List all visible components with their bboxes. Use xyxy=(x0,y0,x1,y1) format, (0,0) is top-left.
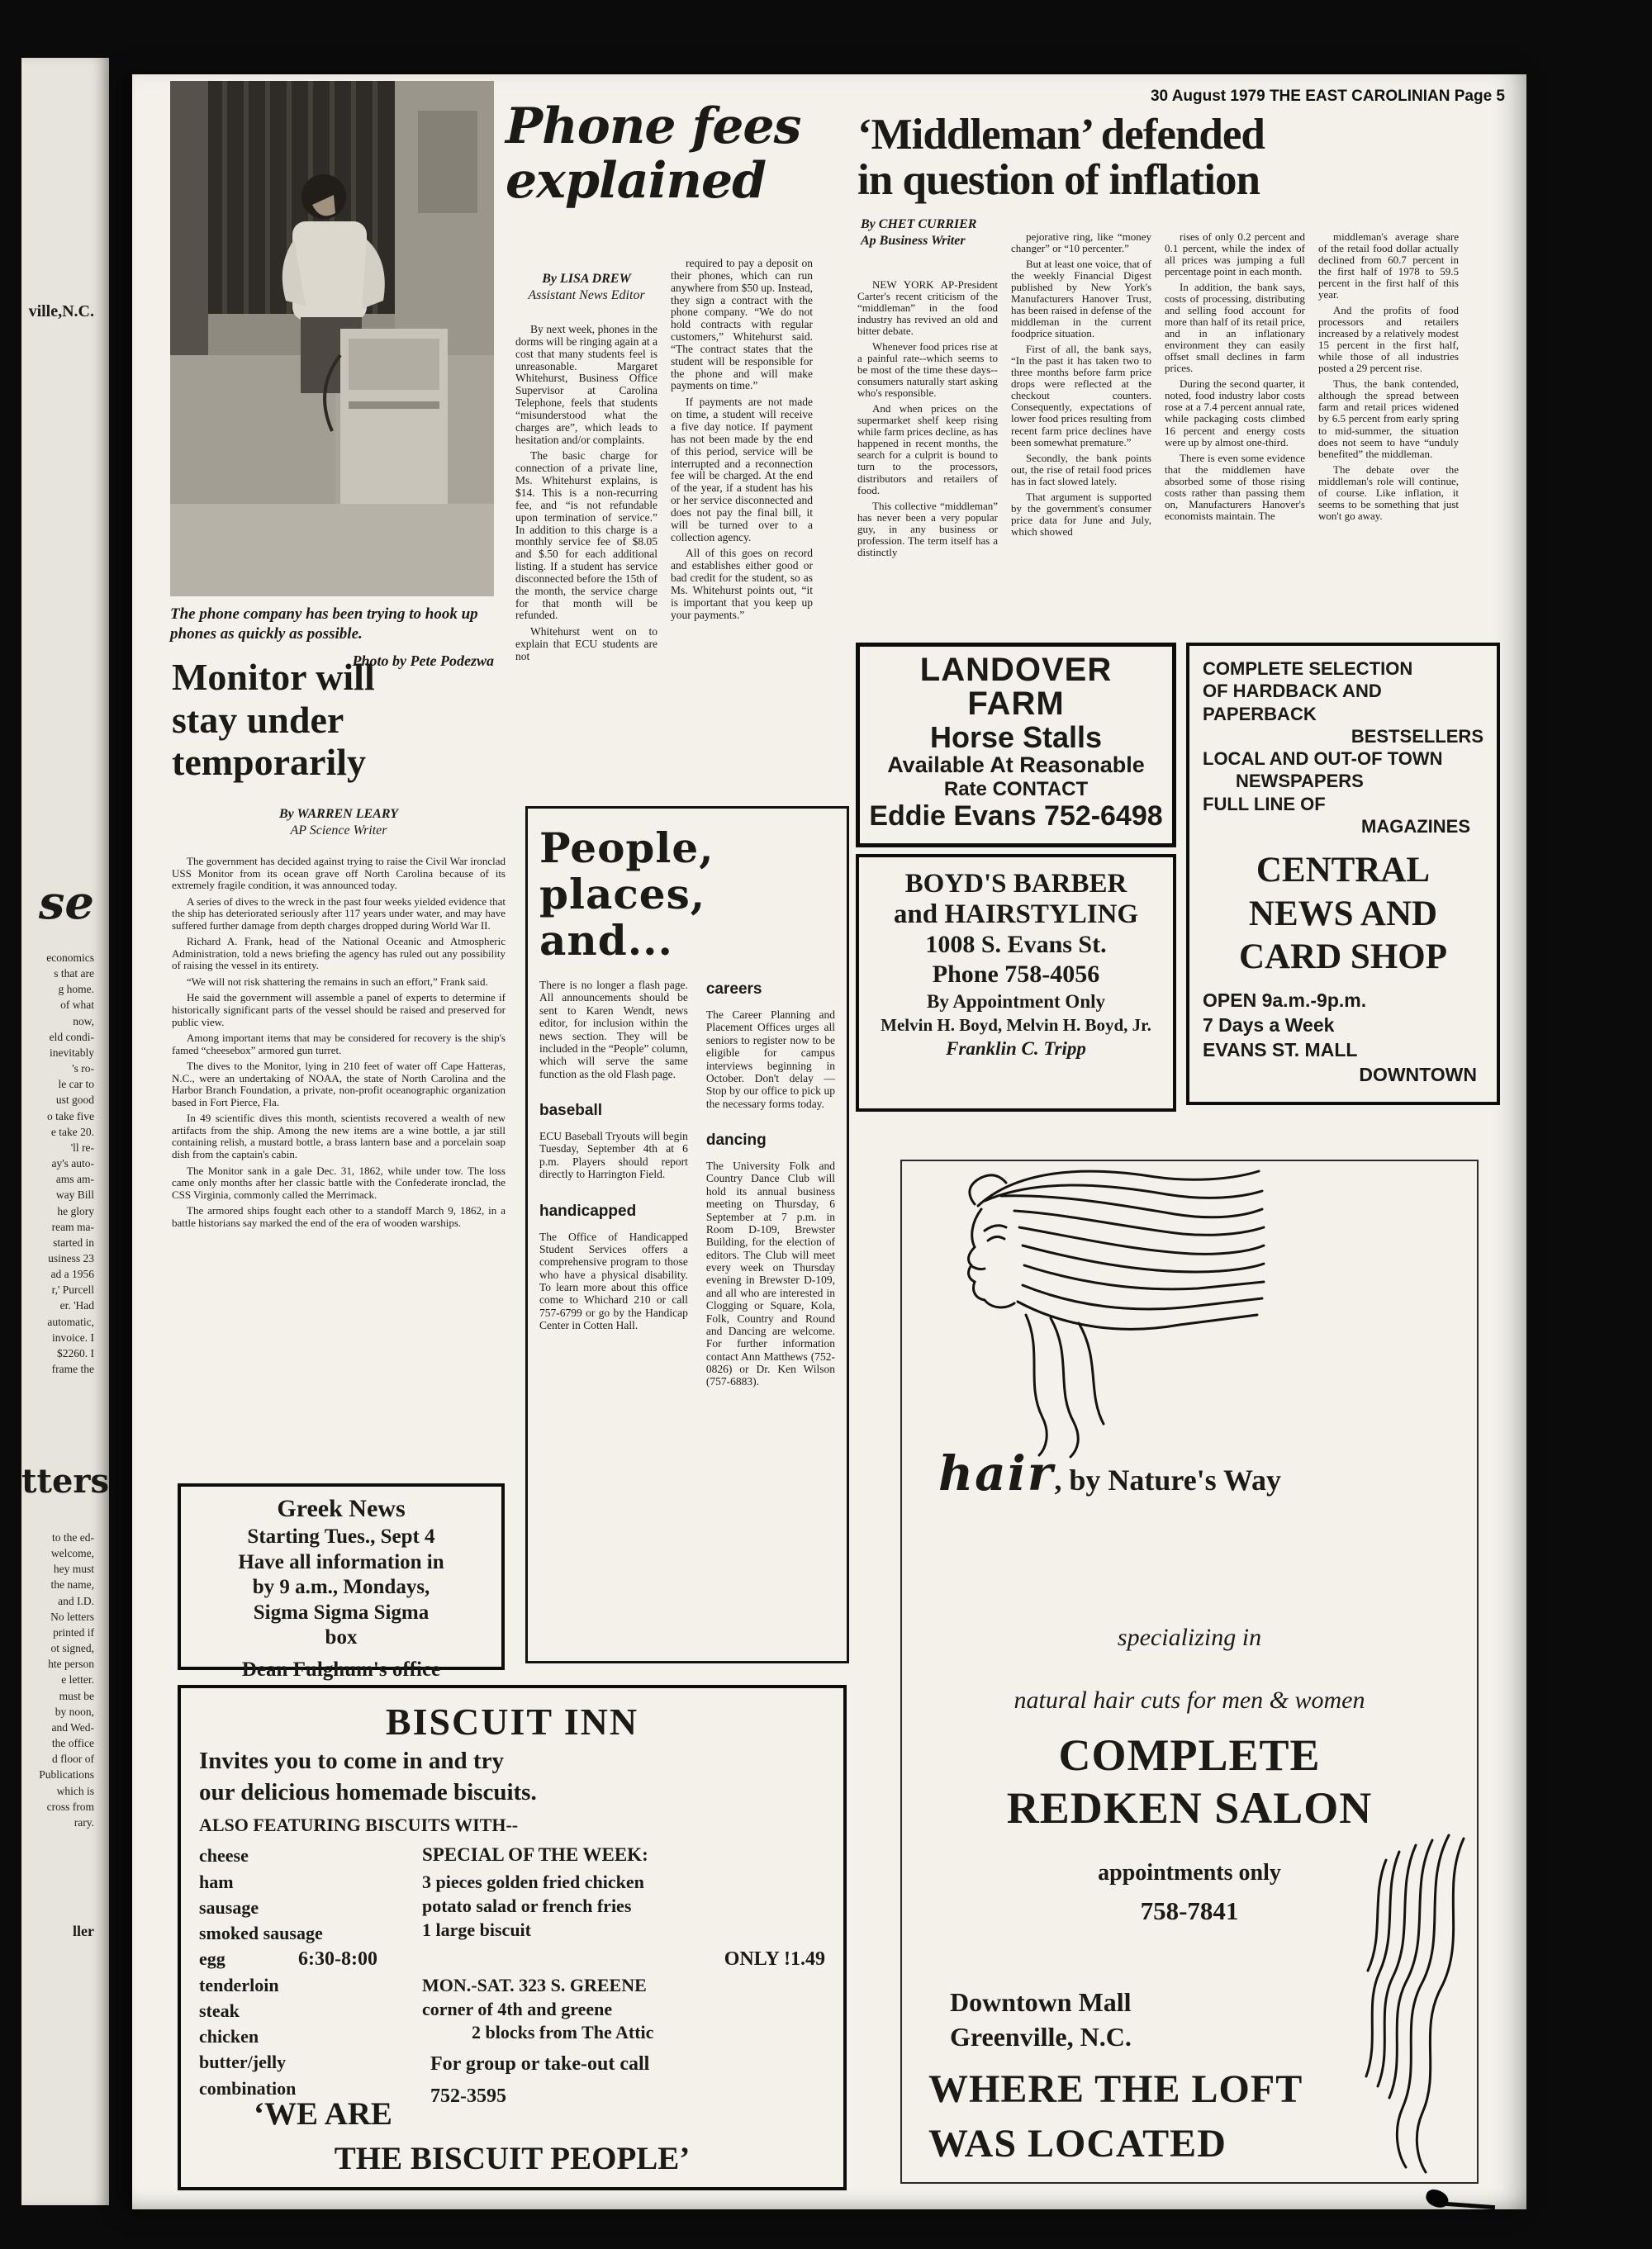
text-line: ad a 1956 xyxy=(50,1268,94,1281)
headline-line: People, xyxy=(539,823,714,872)
ad-line: Melvin H. Boyd, Melvin H. Boyd, Jr. xyxy=(881,1014,1151,1035)
ad-name-line: CARD SHOP xyxy=(1238,937,1448,977)
text-line: er. 'Had xyxy=(59,1299,94,1312)
biscuit-slogan-2: THE BISCUIT PEOPLE’ xyxy=(334,2141,691,2176)
ad-line: FARM xyxy=(967,685,1065,722)
paragraph: The Monitor sank in a gale Dec. 31, 1862, while under tow. The loss came only months after her classic battle with the Confederate ironclad, the CSS Virginia, commonly called the Merrimack. xyxy=(172,1164,506,1201)
headline-line: ‘Middleman’ defended xyxy=(857,111,1265,159)
biscuit-special-block xyxy=(298,1843,825,2109)
paragraph: By next week, phones in the dorms will be ringing again at a cost that many students feel is unreasonable. Margaret Whitehurst, Business Office Supervisor at Carolina Telephone, feels that students “misunderstood what the charges are”, which leads to hesitation and/or complaints. xyxy=(515,323,657,446)
phone-fees-byline xyxy=(515,271,657,304)
biscuit-inn-ad xyxy=(178,1685,847,2190)
byline-role: AP Science Writer xyxy=(290,823,387,837)
text-line: 1 large biscuit xyxy=(422,1919,531,1940)
paragraph: The armored ships fought each other to a standoff March 9, 1862, in a battle historians say marked the end of the era of wooden warships. xyxy=(172,1204,506,1229)
hours-price-row xyxy=(298,1947,825,1972)
biscuit-tagline-1: Invites you to come in and try xyxy=(199,1748,504,1774)
text-line: smoked sausage xyxy=(199,1923,323,1944)
text-line: ust good xyxy=(55,1094,94,1107)
paragraph: The government has decided against trying to raise the Civil War ironclad USS Monitor from its ocean grave off North Carolina because of its extremely fragile condition, it was announced today. xyxy=(172,855,506,892)
paragraph: Thus, the bank contended, although the spread between farm and retail prices widened by 6.5 percent from early spring to mid-summer, the situation does not seem to have “unduly benefited” the middleman. xyxy=(1318,377,1459,460)
ad-name-line: NEWS AND xyxy=(1248,894,1438,933)
text-line: ams am- xyxy=(55,1173,94,1186)
text-line: LOCAL AND OUT-OF TOWN xyxy=(1203,748,1443,770)
text-line: now, xyxy=(73,1014,94,1027)
text-line: of what xyxy=(60,999,94,1012)
paragraph: He said the government will assemble a panel of experts to determine if historically significant parts of the vessel should be raised and preserved for public view. xyxy=(172,991,506,1028)
paragraph: Whenever food prices rise at a painful rate--which seems to be most of the time these days--consumers naturally start asking who's responsible. xyxy=(857,340,998,400)
people-intro: There is no longer a flash page. All announcements should be sent to Karen Wendt, news editor, for inclusion within the news section. They will be included in the “People” column, which will serve the same function as the old Flash page. xyxy=(539,979,688,1080)
text-line: OPEN 9a.m.-9p.m. xyxy=(1203,989,1367,1012)
paragraph: NEW YORK AP-President Carter's recent criticism of the “middleman” in the food industry has revived an old and bitter debate. xyxy=(857,278,998,338)
ad-line: and HAIRSTYLING xyxy=(893,899,1139,929)
phone-fees-headline xyxy=(506,99,836,208)
text-line: frame the xyxy=(51,1363,94,1376)
paragraph: The basic charge for connection of a private line, Ms. Whitehurst explains, is $14. This is a non-recurring fee, and “is not refundable upon termination of service.” In addition to this charge is a monthly service fee of $8.05 and $.50 for each additional listing. If a student has service disconnected before the 15th of the month, the service charge for that month will be refunded. xyxy=(515,449,657,622)
text-line: Sigma Sigma Sigma xyxy=(253,1601,430,1624)
hair-appointments-line: appointments only xyxy=(1098,1860,1281,1886)
folio-line: 30 August 1979 THE EAST CAROLINIAN Page 5 xyxy=(1150,88,1505,105)
text-line: by noon, xyxy=(55,1705,94,1718)
headline-line: in question of inflation xyxy=(857,156,1260,205)
byline-name: By CHET CURRIER xyxy=(861,217,977,231)
subhead-handicapped: handicapped xyxy=(539,1202,637,1220)
photo-illustration xyxy=(170,81,494,596)
text-line: egg xyxy=(199,1948,225,1970)
headline-line: Monitor will xyxy=(172,656,375,698)
edge-fragment-dateline: ville,N.C. xyxy=(28,302,94,320)
ad-line: LANDOVER xyxy=(919,652,1113,688)
greek-news-title: Greek News xyxy=(277,1495,406,1522)
paragraph: This collective “middleman” has never been a very popular guy, in any business or profession. The term itself has a distinctly xyxy=(857,499,998,558)
careers-text: The Career Planning and Placement Offices urges all seniors to register now to be eligible for campus interviews beginning in October. Don't delay — Stop by our office to pick up the necessary forms today. xyxy=(705,1008,835,1110)
central-news-bottom-lines xyxy=(1203,989,1483,1088)
paragraph: Richard A. Frank, head of the National Oceanic and Atmospheric Administration, told a news briefing the agency has ruled out any possibility of raising the vessel in its entirety. xyxy=(172,935,506,972)
text-line: EVANS ST. MALL xyxy=(1203,1039,1358,1061)
biscuit-slogan-1: ‘WE ARE xyxy=(254,2096,392,2132)
paragraph: And the profits of food processors and retailers increased by a relatively modest 15 percent in the first half, while those of all industries posted a 29 percent rise. xyxy=(1318,304,1459,375)
headline-line: and... xyxy=(539,916,673,965)
phone-fees-column-1 xyxy=(515,324,657,762)
paragraph: During the second quarter, it noted, food industry labor costs rose at a 7.4 percent annual rate, while packaging costs climbed 16 percent and energy costs were up by almost one-third. xyxy=(1165,377,1305,448)
biscuit-tagline-2: our delicious homemade biscuits. xyxy=(199,1779,537,1806)
biscuit-also-line: ALSO FEATURING BISCUITS WITH-- xyxy=(199,1815,519,1836)
text-line: box xyxy=(325,1626,358,1649)
text-line: Dean Fulghum's office xyxy=(241,1658,441,1681)
paragraph: In 49 scientific dives this month, scientists recovered a wealth of new artifacts from the ship. Among the new items are a wine bottle, a jar still containing relish, a mustard bottle, a brass lantern base and a porcelain soap dish from the captain's cabin. xyxy=(172,1112,506,1161)
paragraph: A series of dives to the wreck in the past four weeks yielded evidence that the ship has deteriorated seriously after 117 years under water, and may have suffered further damage from depth charges dropped during World War II. xyxy=(172,894,506,932)
people-column-left xyxy=(539,979,688,1388)
text-line: the name, xyxy=(50,1578,94,1592)
text-line: COMPLETE SELECTION xyxy=(1203,658,1413,679)
hair-loft-line-1: WHERE THE LOFT xyxy=(928,2067,1303,2111)
headline-line: stay under xyxy=(172,698,344,741)
text-line: 3 pieces golden fried chicken xyxy=(422,1872,644,1893)
biscuit-items-list xyxy=(199,1843,422,2109)
text-line: FULL LINE OF xyxy=(1203,793,1326,814)
baseball-text: ECU Baseball Tryouts will begin Tuesday, September 4th at 6 p.m. Players should report directly to Harrington Field. xyxy=(539,1130,688,1181)
text-line: butter/jelly xyxy=(199,2052,287,2073)
paragraph: middleman's average share of the retail food dollar actually declined from 60.7 percent in the first half of 1978 to 59.5 percent in the first half of this year. xyxy=(1318,230,1459,301)
text-line: chicken xyxy=(199,2026,259,2047)
headline-line: explained xyxy=(506,152,767,210)
ad-line: Franklin C. Tripp xyxy=(946,1038,1086,1060)
biscuit-content-row xyxy=(199,1843,825,2109)
text-line: usiness 23 xyxy=(48,1251,94,1264)
middleman-byline xyxy=(861,216,1009,249)
address-line-1: MON.-SAT. 323 S. GREENE xyxy=(422,1975,647,1996)
edge-text-column-2 xyxy=(21,1530,94,1830)
people-column-right xyxy=(706,979,835,1388)
takeout-line: For group or take-out call xyxy=(430,2053,650,2076)
hair-phone: 758-7841 xyxy=(1140,1896,1239,1925)
text-line: he glory xyxy=(57,1204,94,1217)
text-line: e take 20. xyxy=(50,1125,94,1138)
ad-line: 1008 S. Evans St. xyxy=(925,930,1107,958)
text-line: must be xyxy=(59,1689,94,1702)
subhead-baseball: baseball xyxy=(539,1102,603,1119)
subhead-careers: careers xyxy=(705,980,762,998)
central-news-top-lines xyxy=(1203,657,1483,837)
text-line: g home. xyxy=(58,983,94,996)
hair-address-2: Greenville, N.C. xyxy=(950,2022,1132,2052)
text-line: MAGAZINES xyxy=(1361,815,1470,837)
paragraph: Whitehurst went on to explain that ECU students are not xyxy=(515,625,657,662)
people-places-box xyxy=(525,806,849,1663)
greek-news-lines xyxy=(181,1525,501,1682)
headline-line: Phone fees xyxy=(506,97,801,155)
ad-line: By Appointment Only xyxy=(927,990,1105,1012)
middleman-headline xyxy=(857,112,1518,203)
text-line: 7 Days a Week xyxy=(1203,1014,1335,1037)
text-line: $2260. I xyxy=(57,1346,94,1359)
hair-natural-cuts-line: natural hair cuts for men & women xyxy=(1014,1687,1365,1714)
edge-fragment-headline-2: tters xyxy=(21,1462,109,1501)
hair-redken-line: REDKEN SALON xyxy=(1006,1783,1373,1833)
landover-farm-ad xyxy=(856,643,1176,847)
hair-loft-line-2: WAS LOCATED xyxy=(928,2122,1227,2166)
text-line: started in xyxy=(53,1236,94,1249)
text-line: automatic, xyxy=(47,1315,94,1328)
paragraph: Among important items that may be considered for recovery is the ship's famed “cheesebox” armored gun turret. xyxy=(172,1032,506,1056)
byline-role: Ap Business Writer xyxy=(861,234,966,248)
hair-natures-way-ad xyxy=(900,1160,1479,2184)
text-line: to the ed- xyxy=(52,1531,94,1544)
paragraph: Secondly, the bank points out, the rise of retail food prices has in fact slowed lately. xyxy=(1011,451,1151,487)
text-line: Starting Tues., Sept 4 xyxy=(247,1525,435,1548)
hair-logo-script: hair xyxy=(938,1445,1055,1502)
monitor-body xyxy=(172,856,506,1483)
woman-face-hair-illustration xyxy=(902,1161,1265,1459)
text-line: by 9 a.m., Mondays, xyxy=(252,1576,430,1598)
photo-caption: The phone company has been trying to hook up phones as quickly as possible. xyxy=(170,605,478,643)
text-line: and I.D. xyxy=(58,1594,94,1607)
text-line: e letter. xyxy=(61,1673,94,1687)
text-line: rary. xyxy=(74,1815,94,1829)
paragraph: And when prices on the supermarket shelf keep rising while farm prices decline, as has happened in recent months, the search for a culprit is bound to turn to the processors, distributors and retailers of food. xyxy=(857,402,998,496)
ad-line: BOYD'S BARBER xyxy=(904,869,1127,899)
address-line-3: 2 blocks from The Attic xyxy=(472,2022,654,2043)
text-line: welcome, xyxy=(50,1547,94,1560)
text-line: cross from xyxy=(46,1800,94,1813)
people-places-headline xyxy=(539,825,835,964)
news-photo xyxy=(170,81,494,596)
special-lines xyxy=(422,1871,825,1942)
text-line: 'll re- xyxy=(70,1141,94,1154)
price: ONLY !1.49 xyxy=(724,1948,825,1971)
biscuit-inn-title: BISCUIT INN xyxy=(385,1701,639,1743)
text-line: printed if xyxy=(53,1625,94,1639)
paragraph: rises of only 0.2 percent and 0.1 percent, while the index of all prices was jumping a full percentage point in each month. xyxy=(1165,230,1305,278)
paragraph: First of all, the bank says, “In the past it has taken two to three months before farm price drops were reflected at the checkout counters. Consequently, expectations of lower food prices resulting from recent farm price declines have been somewhat premature.” xyxy=(1011,343,1151,448)
hair-logo-rest: , by Nature's Way xyxy=(1054,1464,1282,1497)
paragraph: required to pay a deposit on their phones, which can run anywhere from $50 up. Instead, they sign a contract with the phone company. “We do not hold contracts with regular customers,” Whitehurst said. “The contract states that the student will be responsible for the phone and will make payments on time.” xyxy=(671,257,813,392)
hours: 6:30-8:00 xyxy=(298,1948,377,1971)
text-line: s that are xyxy=(54,967,94,980)
text-line: steak xyxy=(199,2000,240,2021)
edge-fragment-bottom: ller xyxy=(73,1923,94,1939)
ad-line: Available At Reasonable xyxy=(887,752,1145,778)
text-line: tenderloin xyxy=(199,1974,279,1995)
adjacent-page-sliver xyxy=(21,58,109,2205)
ad-line: Rate CONTACT xyxy=(943,777,1089,800)
byline-name: By WARREN LEARY xyxy=(278,807,399,821)
text-line: r,' Purcell xyxy=(51,1283,94,1297)
text-line: economics xyxy=(46,951,94,964)
central-news-ad xyxy=(1186,643,1500,1105)
hair-complete-line: COMPLETE xyxy=(1058,1730,1321,1780)
monitor-byline xyxy=(172,806,506,839)
text-line: No letters xyxy=(50,1610,94,1623)
text-line: way Bill xyxy=(55,1189,94,1202)
text-line: eld condi- xyxy=(49,1030,94,1043)
text-line: potato salad or french fries xyxy=(422,1895,632,1916)
text-line: le car to xyxy=(58,1078,94,1091)
hair-address-1: Downtown Mall xyxy=(950,1987,1132,2017)
text-line: DOWNTOWN xyxy=(1359,1064,1477,1086)
paragraph: The dives to the Monitor, lying in 210 feet of water off Cape Hatteras, N.C., were an undertaking of NOAA, the state of North Carolina and the Harbor Branch Foundation, a private, non-profit oceanographic organization based in Fort Pierce, Fla. xyxy=(172,1060,506,1108)
text-line: OF HARDBACK AND xyxy=(1203,681,1382,702)
boyds-barber-ad xyxy=(856,854,1176,1112)
text-line: ham xyxy=(199,1871,234,1892)
text-line: BESTSELLERS xyxy=(1351,725,1483,747)
ink-blot-artifact xyxy=(1424,2187,1451,2210)
photo-credit: Photo by Pete Podezwa xyxy=(352,652,494,669)
address-line-2: corner of 4th and greene xyxy=(422,1998,613,2019)
text-line: hey must xyxy=(53,1563,94,1576)
text-line: Publications xyxy=(39,1768,94,1782)
subhead-dancing: dancing xyxy=(705,1132,767,1149)
paragraph: All of this goes on record and establishes either good or bad credit for the student, so as Ms. Whitehurst points out, “it is important that you keep up your payments.” xyxy=(671,547,813,621)
takeout-phone: 752-3595 xyxy=(430,2085,506,2108)
text-line: and Wed- xyxy=(51,1720,94,1734)
text-line: which is xyxy=(56,1784,94,1797)
ad-line: Horse Stalls xyxy=(929,719,1103,754)
text-line: 's ro- xyxy=(72,1062,94,1075)
dancing-text: The University Folk and Country Dance Club will hold its annual business meeting on Thursday, 6 September at 7 p.m. in Room D-109, Brewster Building, for the election of editors. The Club will meet every week on Thursday evening in Brewster D-109, and all who are interested in Clogging or Square, Kola, Folk, Country and Round and Dancing are welcome. For further information contact Ann Matthews (752-0826) or Dr. Ken Wilson (757-6883). xyxy=(705,1160,835,1388)
text-line: hte person xyxy=(48,1658,94,1671)
text-line: d floor of xyxy=(52,1753,94,1766)
headline-line: temporarily xyxy=(172,741,367,784)
text-line: inevitably xyxy=(50,1046,94,1059)
greek-news-box xyxy=(178,1483,505,1681)
hair-logo xyxy=(938,1445,1281,1502)
text-line: combination xyxy=(199,2077,297,2099)
text-line: invoice. I xyxy=(52,1331,94,1344)
paragraph: That argument is supported by the government's consumer price data for June and July, which showed xyxy=(1011,490,1151,538)
monitor-headline xyxy=(172,656,486,784)
paragraph: In addition, the bank says, costs of processing, distributing and selling food account for more than half of its retail price, and in an inflationary environment they can easily offset small declines in farm prices. xyxy=(1165,281,1305,375)
paragraph: The debate over the middleman's role will continue, of course. Like inflation, it seems to be something that just won't go away. xyxy=(1318,463,1459,522)
handicapped-text: The Office of Handicapped Student Services offers a comprehensive program to those who have a physical disability. To learn more about this office come to Whichard 210 or call 757-6799 or go by the Handicap Center in Cotten Hall. xyxy=(539,1230,688,1332)
text-line: sausage xyxy=(199,1896,259,1918)
headline-line: places, xyxy=(539,870,706,918)
text-line: ay's auto- xyxy=(51,1157,94,1170)
edge-text-column-1 xyxy=(21,950,94,1377)
ad-name-line: CENTRAL xyxy=(1256,851,1431,890)
ink-streak-artifact xyxy=(1446,2202,1495,2209)
paragraph: But at least one voice, that of the weekly Financial Digest published by New York's Manufacturers Hanover Trust, has been raised in defense of the middleman in the current foodprice situation. xyxy=(1011,258,1151,340)
byline-name: By LISA DREW xyxy=(542,272,631,286)
text-line: ream ma- xyxy=(51,1220,94,1233)
hair-specializing-line: specializing in xyxy=(1117,1624,1262,1651)
central-news-name xyxy=(1203,849,1483,979)
edge-fragment-headline-1: se xyxy=(38,875,94,930)
text-line: the office xyxy=(51,1737,94,1750)
text-line: o take five xyxy=(47,1109,94,1122)
text-line: Have all information in xyxy=(238,1550,444,1573)
byline-role: Assistant News Editor xyxy=(528,288,645,302)
paragraph: pejorative ring, like “money changer” or “10 percenter.” xyxy=(1011,230,1151,255)
special-head: SPECIAL OF THE WEEK: xyxy=(422,1844,648,1866)
phone-fees-column-2 xyxy=(671,258,813,811)
paragraph: If payments are not made on time, a student will receive a five day notice. If payment has not been made by the end of this period, service will be interrupted and a reconnection fee will be charged. At the end of the year, if a student has his or her service disconnected and does not pay the final bill, it will be turned over to a collection agency. xyxy=(671,396,813,543)
text-line: ot signed, xyxy=(50,1642,94,1655)
paragraph: There is even some evidence that the middlemen have absorbed some of those rising costs rather than passing them on, Manufacturers Hanover's economists maintain. The xyxy=(1165,451,1305,522)
text-line: PAPERBACK xyxy=(1203,703,1317,724)
paragraph: “We will not risk shattering the remains in such an effort,” Frank said. xyxy=(187,975,488,988)
people-columns xyxy=(539,979,835,1388)
text-line: cheese xyxy=(199,1845,249,1867)
ad-phone: Eddie Evans 752-6498 xyxy=(869,800,1163,833)
text-line: NEWSPAPERS xyxy=(1236,771,1364,792)
newspaper-page xyxy=(132,74,1526,2209)
ad-phone: Phone 758-4056 xyxy=(932,960,1100,988)
